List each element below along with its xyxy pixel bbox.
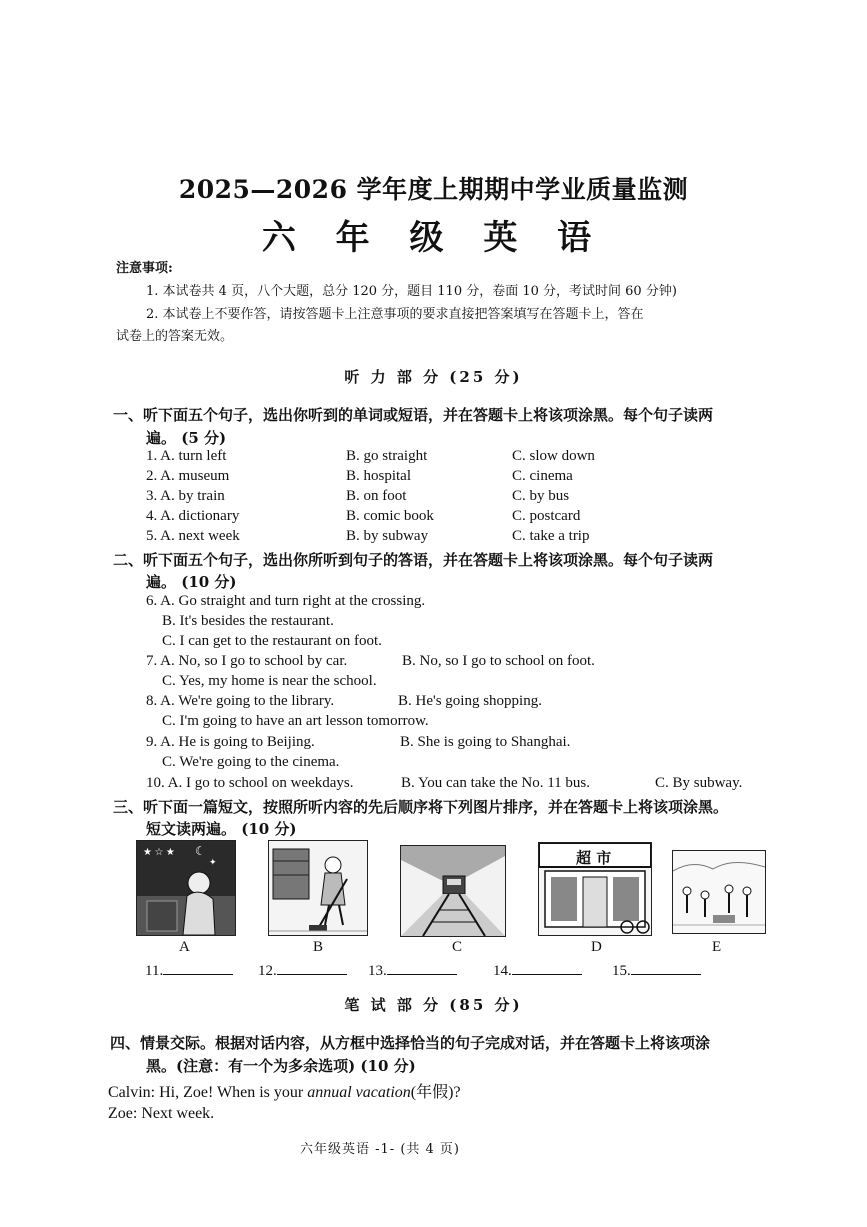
answer-blank-12 xyxy=(258,960,347,980)
q1-option-a: 1. A. turn left xyxy=(146,448,227,464)
q6-option-c: C. I can get to the restaurant on foot. xyxy=(162,633,382,649)
picture-label-e: E xyxy=(712,939,722,955)
answer-blank-13 xyxy=(368,960,457,980)
q10-option-c: C. By subway. xyxy=(655,775,743,791)
blank-line xyxy=(387,960,457,975)
picture-b-cleaning xyxy=(268,840,368,936)
picture-a-night-sky xyxy=(136,840,236,936)
listening-heading: 听 力 部 分 (25 分) xyxy=(344,368,523,386)
q1-option-c: C. slow down xyxy=(512,448,595,464)
q3-option-b: B. on foot xyxy=(346,488,407,504)
q5-option-b: B. by subway xyxy=(346,528,429,544)
q7-option-c: C. Yes, my home is near the school. xyxy=(162,673,377,689)
q5-option-a: 5. A. next week xyxy=(146,528,240,544)
q10-option-b: B. You can take the No. 11 bus. xyxy=(401,775,591,791)
picture-label-c: C xyxy=(452,939,463,955)
dialogue-line-1-end: (年假)? xyxy=(410,1084,461,1101)
exam-subtitle: 六 年 级 英 语 xyxy=(261,218,606,258)
q8-option-a: 8. A. We're going to the library. xyxy=(146,693,335,709)
q3-option-c: C. by bus xyxy=(512,488,570,504)
q6-option-a: 6. A. Go straight and turn right at the crossing. xyxy=(146,593,426,609)
supermarket-sign: 超 市 xyxy=(576,849,612,867)
writing-heading: 笔 试 部 分 (85 分) xyxy=(344,996,523,1014)
part2-title: 二、听下面五个句子，选出你所听到句子的答语，并在答题卡上将该项涂黑。每个句子读两 xyxy=(113,551,714,569)
blank-line xyxy=(512,960,582,975)
blank-line xyxy=(277,960,347,975)
q4-option-c: C. postcard xyxy=(512,508,581,524)
blank-number: 12. xyxy=(258,963,277,979)
q3-option-a: 3. A. by train xyxy=(146,488,225,504)
q6-option-b: B. It's besides the restaurant. xyxy=(162,613,334,629)
blank-number: 11. xyxy=(145,963,164,979)
svg-text:✦: ✦ xyxy=(209,857,217,867)
q2-option-b: B. hospital xyxy=(346,468,412,484)
blank-number: 13. xyxy=(368,963,387,979)
page-footer: 六年级英语 -1- (共 4 页) xyxy=(300,1142,461,1157)
notice-heading: 注意事项: xyxy=(116,261,173,276)
blank-number: 14. xyxy=(493,963,512,979)
blank-line xyxy=(163,960,233,975)
part2-title-cont: 遍。 (10 分) xyxy=(146,573,237,591)
part4-title-cont: 黑。(注意：有一个为多余选项) (10 分) xyxy=(146,1057,416,1075)
picture-e-park xyxy=(672,850,766,934)
picture-label-d: D xyxy=(591,939,602,955)
q5-option-c: C. take a trip xyxy=(512,528,590,544)
q9-option-a: 9. A. He is going to Beijing. xyxy=(146,734,315,750)
part1-title-cont: 遍。 (5 分) xyxy=(146,429,227,447)
svg-text:☾: ☾ xyxy=(195,844,206,858)
q9-option-c: C. We're going to the cinema. xyxy=(162,754,340,770)
blank-line xyxy=(631,960,701,975)
q7-option-a: 7. A. No, so I go to school by car. xyxy=(146,653,348,669)
blank-number: 15. xyxy=(612,963,631,979)
answer-blank-14 xyxy=(493,960,582,980)
q4-option-b: B. comic book xyxy=(346,508,434,524)
q2-option-c: C. cinema xyxy=(512,468,573,484)
answer-blank-11 xyxy=(145,960,233,980)
part3-title-cont: 短文读两遍。 (10 分) xyxy=(146,820,297,838)
picture-c-subway xyxy=(400,845,506,937)
notice-line-2a: 2. 本试卷上不要作答，请按答题卡上注意事项的要求直接把答案填写在答题卡上，答在 xyxy=(146,307,644,322)
dialogue-line-2: Zoe: Next week. xyxy=(108,1105,215,1122)
q4-option-a: 4. A. dictionary xyxy=(146,508,240,524)
q1-option-b: B. go straight xyxy=(346,448,428,464)
picture-label-b: B xyxy=(313,939,324,955)
part4-title: 四、情景交际。根据对话内容，从方框中选择恰当的句子完成对话，并在答题卡上将该项涂 xyxy=(110,1034,711,1052)
dialogue-line-1-emphasis: annual vacation xyxy=(307,1084,411,1101)
q7-option-b: B. No, so I go to school on foot. xyxy=(402,653,595,669)
q8-option-c: C. I'm going to have an art lesson tomorrow. xyxy=(162,713,429,729)
q9-option-b: B. She is going to Shanghai. xyxy=(400,734,571,750)
q8-option-b: B. He's going shopping. xyxy=(398,693,542,709)
q2-option-a: 2. A. museum xyxy=(146,468,230,484)
notice-line-1: 1. 本试卷共 4 页，八个大题，总分 120 分，题目 110 分，卷面 10 分，考试时间 60 分钟) xyxy=(146,284,677,299)
svg-text:★ ☆ ★: ★ ☆ ★ xyxy=(143,847,175,858)
notice-line-2b: 试卷上的答案无效。 xyxy=(116,329,234,344)
exam-title: 2025—2026 学年度上期期中学业质量监测 xyxy=(178,175,689,204)
picture-label-a: A xyxy=(179,939,190,955)
dialogue-line-1 xyxy=(108,1079,461,1102)
dialogue-line-1-start: Calvin: Hi, Zoe! When is your xyxy=(108,1084,308,1101)
part1-title: 一、听下面五个句子，选出你听到的单词或短语，并在答题卡上将该项涂黑。每个句子读两 xyxy=(113,406,714,424)
answer-blank-15 xyxy=(612,960,701,980)
q10-option-a: 10. A. I go to school on weekdays. xyxy=(146,775,354,791)
part3-title: 三、听下面一篇短文，按照所听内容的先后顺序将下列图片排序，并在答题卡上将该项涂黑。 xyxy=(113,798,729,816)
